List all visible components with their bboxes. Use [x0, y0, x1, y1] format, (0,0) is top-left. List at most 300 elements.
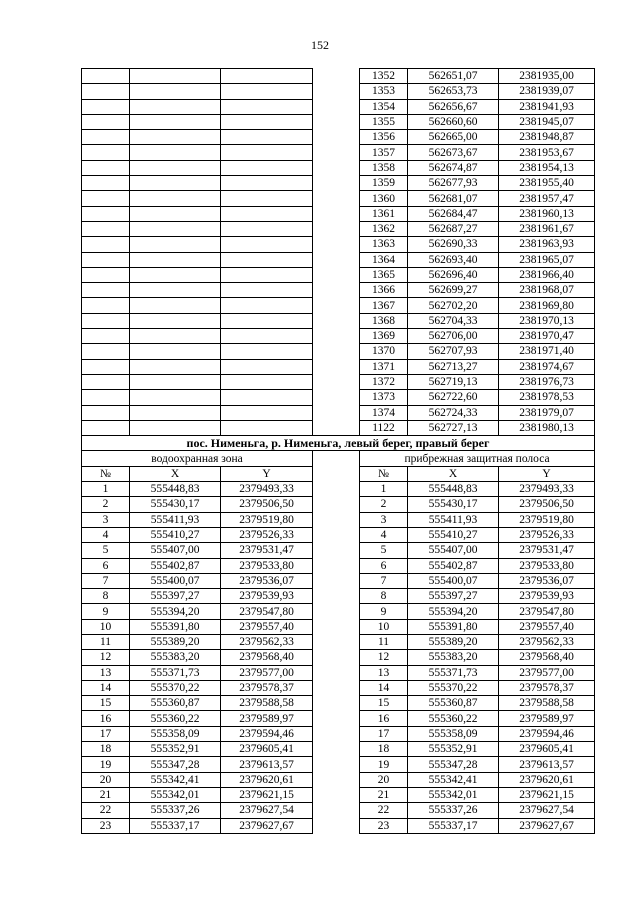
right-point-number-cell: 15: [360, 696, 408, 711]
right-point-number-cell: 10: [360, 619, 408, 634]
empty-cell: [130, 359, 221, 374]
right-x-coordinate-cell: 555394,20: [408, 604, 499, 619]
left-x-coordinate-cell: 555391,80: [130, 619, 221, 634]
left-point-number-cell: 6: [82, 558, 130, 573]
left-point-number-cell: 23: [82, 818, 130, 833]
empty-cell: [82, 329, 130, 344]
empty-cell: [221, 405, 313, 420]
gap-cell: [313, 772, 360, 787]
table-row: [82, 497, 595, 512]
right-y-coordinate-cell: 2379531,47: [499, 543, 595, 558]
right-point-number-cell: 23: [360, 818, 408, 833]
right-x-coordinate-cell: 555430,17: [408, 497, 499, 512]
left-y-coordinate-cell: 2379533,80: [221, 558, 313, 573]
right-x-coordinate-cell: 555402,87: [408, 558, 499, 573]
gap-cell: [313, 512, 360, 527]
x-coordinate-cell: 562706,00: [408, 329, 499, 344]
section-title: пос. Нименьга, р. Нименьга, левый берег, правый берег: [82, 436, 595, 451]
coordinates-table: [81, 68, 595, 834]
empty-cell: [82, 359, 130, 374]
right-point-number-cell: 20: [360, 772, 408, 787]
empty-cell: [82, 344, 130, 359]
table-row: [82, 344, 595, 359]
left-x-coordinate-cell: 555397,27: [130, 589, 221, 604]
left-point-number-cell: 5: [82, 543, 130, 558]
y-coordinate-cell: 2381960,13: [499, 206, 595, 221]
left-x-coordinate-cell: 555352,91: [130, 742, 221, 757]
y-coordinate-cell: 2381970,47: [499, 329, 595, 344]
table-row: [82, 252, 595, 267]
left-point-number-cell: 15: [82, 696, 130, 711]
left-point-number-cell: 3: [82, 512, 130, 527]
point-number-cell: 1367: [360, 298, 408, 313]
gap-cell: [313, 818, 360, 833]
empty-cell: [221, 344, 313, 359]
right-point-number-cell: 6: [360, 558, 408, 573]
table-row: [82, 665, 595, 680]
right-x-coordinate-cell: 555407,00: [408, 543, 499, 558]
empty-cell: [130, 390, 221, 405]
empty-cell: [82, 252, 130, 267]
right-x-coordinate-cell: 555389,20: [408, 634, 499, 649]
point-number-cell: 1359: [360, 176, 408, 191]
empty-cell: [82, 84, 130, 99]
gap-cell: [313, 374, 360, 389]
gap-cell: [313, 359, 360, 374]
left-y-coordinate-cell: 2379557,40: [221, 619, 313, 634]
table-row: [82, 130, 595, 145]
left-y-coordinate-cell: 2379539,93: [221, 589, 313, 604]
left-point-number-cell: 12: [82, 650, 130, 665]
x-coordinate-cell: 562677,93: [408, 176, 499, 191]
empty-cell: [221, 374, 313, 389]
left-x-coordinate-cell: 555358,09: [130, 726, 221, 741]
left-point-number-cell: 16: [82, 711, 130, 726]
right-y-coordinate-cell: 2379539,93: [499, 589, 595, 604]
left-y-coordinate-cell: 2379613,57: [221, 757, 313, 772]
empty-cell: [221, 237, 313, 252]
gap-cell: [313, 283, 360, 298]
right-point-number-cell: 1: [360, 482, 408, 497]
left-y-coordinate-cell: 2379578,37: [221, 680, 313, 695]
empty-cell: [221, 176, 313, 191]
right-x-coordinate-cell: 555358,09: [408, 726, 499, 741]
x-coordinate-cell: 562696,40: [408, 267, 499, 282]
table-row: [82, 405, 595, 420]
left-y-coordinate-cell: 2379605,41: [221, 742, 313, 757]
right-point-number-cell: 22: [360, 803, 408, 818]
gap-cell: [313, 221, 360, 236]
empty-cell: [130, 313, 221, 328]
empty-cell: [130, 221, 221, 236]
gap-cell: [313, 130, 360, 145]
point-number-cell: 1353: [360, 84, 408, 99]
left-x-coordinate-cell: 555400,07: [130, 573, 221, 588]
point-number-cell: 1362: [360, 221, 408, 236]
right-x-coordinate-cell: 555352,91: [408, 742, 499, 757]
gap-cell: [313, 787, 360, 802]
left-y-coordinate-cell: 2379519,80: [221, 512, 313, 527]
right-y-coordinate-cell: 2379562,33: [499, 634, 595, 649]
empty-cell: [82, 191, 130, 206]
right-point-number-cell: 3: [360, 512, 408, 527]
table-row: [82, 543, 595, 558]
right-point-number-cell: 13: [360, 665, 408, 680]
empty-cell: [130, 114, 221, 129]
x-coordinate-cell: 562673,67: [408, 145, 499, 160]
gap-cell: [313, 696, 360, 711]
empty-cell: [221, 298, 313, 313]
gap-cell: [313, 237, 360, 252]
empty-cell: [221, 191, 313, 206]
right-point-number-cell: 2: [360, 497, 408, 512]
left-x-coordinate-cell: 555448,83: [130, 482, 221, 497]
table-row: [82, 160, 595, 175]
left-point-number-cell: 1: [82, 482, 130, 497]
empty-cell: [221, 160, 313, 175]
y-coordinate-cell: 2381971,40: [499, 344, 595, 359]
empty-cell: [221, 99, 313, 114]
left-y-coordinate-cell: 2379627,54: [221, 803, 313, 818]
right-y-coordinate-cell: 2379594,46: [499, 726, 595, 741]
table-row: [82, 818, 595, 833]
x-coordinate-cell: 562684,47: [408, 206, 499, 221]
empty-cell: [82, 420, 130, 435]
right-y-coordinate-cell: 2379627,67: [499, 818, 595, 833]
table-row: [82, 69, 595, 84]
coordinates-table-body: [82, 69, 595, 834]
empty-cell: [130, 329, 221, 344]
right-y-coordinate-cell: 2379589,97: [499, 711, 595, 726]
right-point-number-cell: 9: [360, 604, 408, 619]
point-number-cell: 1358: [360, 160, 408, 175]
right-y-coordinate-cell: 2379627,54: [499, 803, 595, 818]
y-coordinate-cell: 2381979,07: [499, 405, 595, 420]
right-y-coordinate-cell: 2379621,15: [499, 787, 595, 802]
point-number-cell: 1370: [360, 344, 408, 359]
x-coordinate-cell: 562665,00: [408, 130, 499, 145]
gap-cell: [313, 329, 360, 344]
right-x-coordinate-cell: 555347,28: [408, 757, 499, 772]
right-y-coordinate-cell: 2379536,07: [499, 573, 595, 588]
empty-cell: [82, 145, 130, 160]
left-point-number-cell: 11: [82, 634, 130, 649]
x-coordinate-cell: 562681,07: [408, 191, 499, 206]
gap-cell: [313, 298, 360, 313]
gap-cell: [313, 84, 360, 99]
left-y-coordinate-cell: 2379589,97: [221, 711, 313, 726]
right-y-coordinate-cell: 2379578,37: [499, 680, 595, 695]
right-y-header: Y: [499, 466, 595, 481]
right-point-number-cell: 21: [360, 787, 408, 802]
empty-cell: [221, 283, 313, 298]
right-x-coordinate-cell: 555337,17: [408, 818, 499, 833]
point-number-cell: 1122: [360, 420, 408, 435]
right-x-coordinate-cell: 555410,27: [408, 527, 499, 542]
left-point-number-cell: 18: [82, 742, 130, 757]
y-coordinate-cell: 2381966,40: [499, 267, 595, 282]
gap-cell: [313, 252, 360, 267]
x-coordinate-cell: 562656,67: [408, 99, 499, 114]
x-coordinate-cell: 562713,27: [408, 359, 499, 374]
gap-cell: [313, 267, 360, 282]
y-coordinate-cell: 2381961,67: [499, 221, 595, 236]
point-number-cell: 1372: [360, 374, 408, 389]
point-number-cell: 1368: [360, 313, 408, 328]
x-coordinate-cell: 562653,73: [408, 84, 499, 99]
gap-cell: [313, 145, 360, 160]
left-y-coordinate-cell: 2379562,33: [221, 634, 313, 649]
left-x-coordinate-cell: 555430,17: [130, 497, 221, 512]
left-point-number-cell: 17: [82, 726, 130, 741]
point-number-cell: 1354: [360, 99, 408, 114]
table-row: [82, 604, 595, 619]
left-point-number-cell: 22: [82, 803, 130, 818]
y-coordinate-cell: 2381968,07: [499, 283, 595, 298]
gap-cell: [313, 604, 360, 619]
left-point-number-cell: 21: [82, 787, 130, 802]
left-y-coordinate-cell: 2379536,07: [221, 573, 313, 588]
gap-cell: [313, 711, 360, 726]
y-coordinate-cell: 2381969,80: [499, 298, 595, 313]
y-coordinate-cell: 2381976,73: [499, 374, 595, 389]
x-coordinate-cell: 562699,27: [408, 283, 499, 298]
empty-cell: [221, 69, 313, 84]
left-y-coordinate-cell: 2379627,67: [221, 818, 313, 833]
y-coordinate-cell: 2381970,13: [499, 313, 595, 328]
table-row: [82, 482, 595, 497]
empty-cell: [130, 344, 221, 359]
left-point-number-cell: 4: [82, 527, 130, 542]
gap-cell: [313, 114, 360, 129]
left-x-coordinate-cell: 555407,00: [130, 543, 221, 558]
left-x-coordinate-cell: 555410,27: [130, 527, 221, 542]
point-number-cell: 1371: [360, 359, 408, 374]
x-coordinate-cell: 562724,33: [408, 405, 499, 420]
gap-cell: [313, 206, 360, 221]
gap-cell: [313, 69, 360, 84]
empty-cell: [82, 374, 130, 389]
y-coordinate-cell: 2381978,53: [499, 390, 595, 405]
empty-cell: [82, 405, 130, 420]
empty-cell: [82, 69, 130, 84]
table-row: [82, 374, 595, 389]
gap-cell: [313, 803, 360, 818]
table-row: [82, 420, 595, 435]
empty-cell: [130, 420, 221, 435]
right-y-coordinate-cell: 2379557,40: [499, 619, 595, 634]
table-row: [82, 206, 595, 221]
table-row: [82, 99, 595, 114]
x-coordinate-cell: 562690,33: [408, 237, 499, 252]
table-row: [82, 359, 595, 374]
gap-cell: [313, 543, 360, 558]
table-row: [82, 390, 595, 405]
y-coordinate-cell: 2381955,40: [499, 176, 595, 191]
right-point-number-cell: 14: [360, 680, 408, 695]
left-x-coordinate-cell: 555347,28: [130, 757, 221, 772]
empty-cell: [130, 298, 221, 313]
right-point-number-cell: 18: [360, 742, 408, 757]
empty-cell: [82, 176, 130, 191]
empty-cell: [130, 252, 221, 267]
empty-cell: [82, 267, 130, 282]
empty-cell: [221, 221, 313, 236]
left-x-coordinate-cell: 555342,01: [130, 787, 221, 802]
left-point-number-cell: 8: [82, 589, 130, 604]
right-y-coordinate-cell: 2379519,80: [499, 512, 595, 527]
right-point-number-cell: 4: [360, 527, 408, 542]
right-y-coordinate-cell: 2379588,58: [499, 696, 595, 711]
table-row: [82, 512, 595, 527]
empty-cell: [221, 206, 313, 221]
left-x-coordinate-cell: 555402,87: [130, 558, 221, 573]
empty-cell: [82, 313, 130, 328]
x-coordinate-cell: 562704,33: [408, 313, 499, 328]
left-x-coordinate-cell: 555371,73: [130, 665, 221, 680]
empty-cell: [130, 69, 221, 84]
point-number-cell: 1374: [360, 405, 408, 420]
table-row: [82, 298, 595, 313]
table-row: [82, 696, 595, 711]
header-row: [82, 466, 595, 481]
table-row: [82, 573, 595, 588]
right-x-coordinate-cell: 555360,87: [408, 696, 499, 711]
empty-cell: [82, 206, 130, 221]
right-y-coordinate-cell: 2379568,40: [499, 650, 595, 665]
left-x-coordinate-cell: 555370,22: [130, 680, 221, 695]
x-coordinate-cell: 562719,13: [408, 374, 499, 389]
right-number-header: №: [360, 466, 408, 481]
gap-cell: [313, 390, 360, 405]
left-zone-title: водоохранная зона: [82, 451, 313, 466]
point-number-cell: 1355: [360, 114, 408, 129]
left-x-coordinate-cell: 555337,26: [130, 803, 221, 818]
right-x-coordinate-cell: 555370,22: [408, 680, 499, 695]
empty-cell: [221, 420, 313, 435]
empty-cell: [130, 130, 221, 145]
gap-cell: [313, 466, 360, 481]
right-x-coordinate-cell: 555391,80: [408, 619, 499, 634]
right-point-number-cell: 19: [360, 757, 408, 772]
empty-cell: [130, 84, 221, 99]
right-point-number-cell: 11: [360, 634, 408, 649]
zone-title-row: [82, 451, 595, 466]
gap-cell: [313, 558, 360, 573]
left-x-coordinate-cell: 555389,20: [130, 634, 221, 649]
table-row: [82, 176, 595, 191]
left-x-coordinate-cell: 555360,87: [130, 696, 221, 711]
left-point-number-cell: 10: [82, 619, 130, 634]
right-point-number-cell: 5: [360, 543, 408, 558]
empty-cell: [221, 267, 313, 282]
right-x-coordinate-cell: 555448,83: [408, 482, 499, 497]
right-y-coordinate-cell: 2379493,33: [499, 482, 595, 497]
x-coordinate-cell: 562687,27: [408, 221, 499, 236]
empty-cell: [82, 130, 130, 145]
empty-cell: [82, 99, 130, 114]
right-y-coordinate-cell: 2379620,61: [499, 772, 595, 787]
table-row: [82, 267, 595, 282]
empty-cell: [82, 298, 130, 313]
gap-cell: [313, 191, 360, 206]
right-x-coordinate-cell: 555383,20: [408, 650, 499, 665]
empty-cell: [82, 114, 130, 129]
gap-cell: [313, 573, 360, 588]
empty-cell: [130, 237, 221, 252]
gap-cell: [313, 313, 360, 328]
right-y-coordinate-cell: 2379526,33: [499, 527, 595, 542]
empty-cell: [221, 130, 313, 145]
table-row: [82, 329, 595, 344]
right-point-number-cell: 12: [360, 650, 408, 665]
table-row: [82, 221, 595, 236]
gap-cell: [313, 99, 360, 114]
point-number-cell: 1352: [360, 69, 408, 84]
left-x-coordinate-cell: 555337,17: [130, 818, 221, 833]
gap-cell: [313, 160, 360, 175]
y-coordinate-cell: 2381980,13: [499, 420, 595, 435]
gap-cell: [313, 634, 360, 649]
table-row: [82, 757, 595, 772]
table-row: [82, 650, 595, 665]
right-point-number-cell: 17: [360, 726, 408, 741]
left-x-coordinate-cell: 555383,20: [130, 650, 221, 665]
left-point-number-cell: 20: [82, 772, 130, 787]
left-y-coordinate-cell: 2379588,58: [221, 696, 313, 711]
table-row: [82, 680, 595, 695]
left-y-coordinate-cell: 2379531,47: [221, 543, 313, 558]
empty-cell: [221, 114, 313, 129]
right-x-coordinate-cell: 555400,07: [408, 573, 499, 588]
left-y-coordinate-cell: 2379526,33: [221, 527, 313, 542]
empty-cell: [130, 99, 221, 114]
y-coordinate-cell: 2381939,07: [499, 84, 595, 99]
gap-cell: [313, 619, 360, 634]
left-y-coordinate-cell: 2379621,15: [221, 787, 313, 802]
left-point-number-cell: 14: [82, 680, 130, 695]
page-number: 152: [311, 38, 329, 52]
table-row: [82, 619, 595, 634]
right-y-coordinate-cell: 2379605,41: [499, 742, 595, 757]
right-point-number-cell: 8: [360, 589, 408, 604]
table-row: [82, 589, 595, 604]
x-coordinate-cell: 562674,87: [408, 160, 499, 175]
left-x-header: X: [130, 466, 221, 481]
table-row: [82, 726, 595, 741]
x-coordinate-cell: 562660,60: [408, 114, 499, 129]
left-y-coordinate-cell: 2379594,46: [221, 726, 313, 741]
point-number-cell: 1360: [360, 191, 408, 206]
table-row: [82, 803, 595, 818]
y-coordinate-cell: 2381948,87: [499, 130, 595, 145]
empty-cell: [82, 221, 130, 236]
point-number-cell: 1357: [360, 145, 408, 160]
right-x-coordinate-cell: 555342,01: [408, 787, 499, 802]
x-coordinate-cell: 562693,40: [408, 252, 499, 267]
right-point-number-cell: 16: [360, 711, 408, 726]
left-y-coordinate-cell: 2379620,61: [221, 772, 313, 787]
point-number-cell: 1369: [360, 329, 408, 344]
left-point-number-cell: 2: [82, 497, 130, 512]
x-coordinate-cell: 562707,93: [408, 344, 499, 359]
left-x-coordinate-cell: 555360,22: [130, 711, 221, 726]
point-number-cell: 1366: [360, 283, 408, 298]
left-point-number-cell: 13: [82, 665, 130, 680]
right-x-coordinate-cell: 555411,93: [408, 512, 499, 527]
gap-cell: [313, 527, 360, 542]
gap-cell: [313, 176, 360, 191]
